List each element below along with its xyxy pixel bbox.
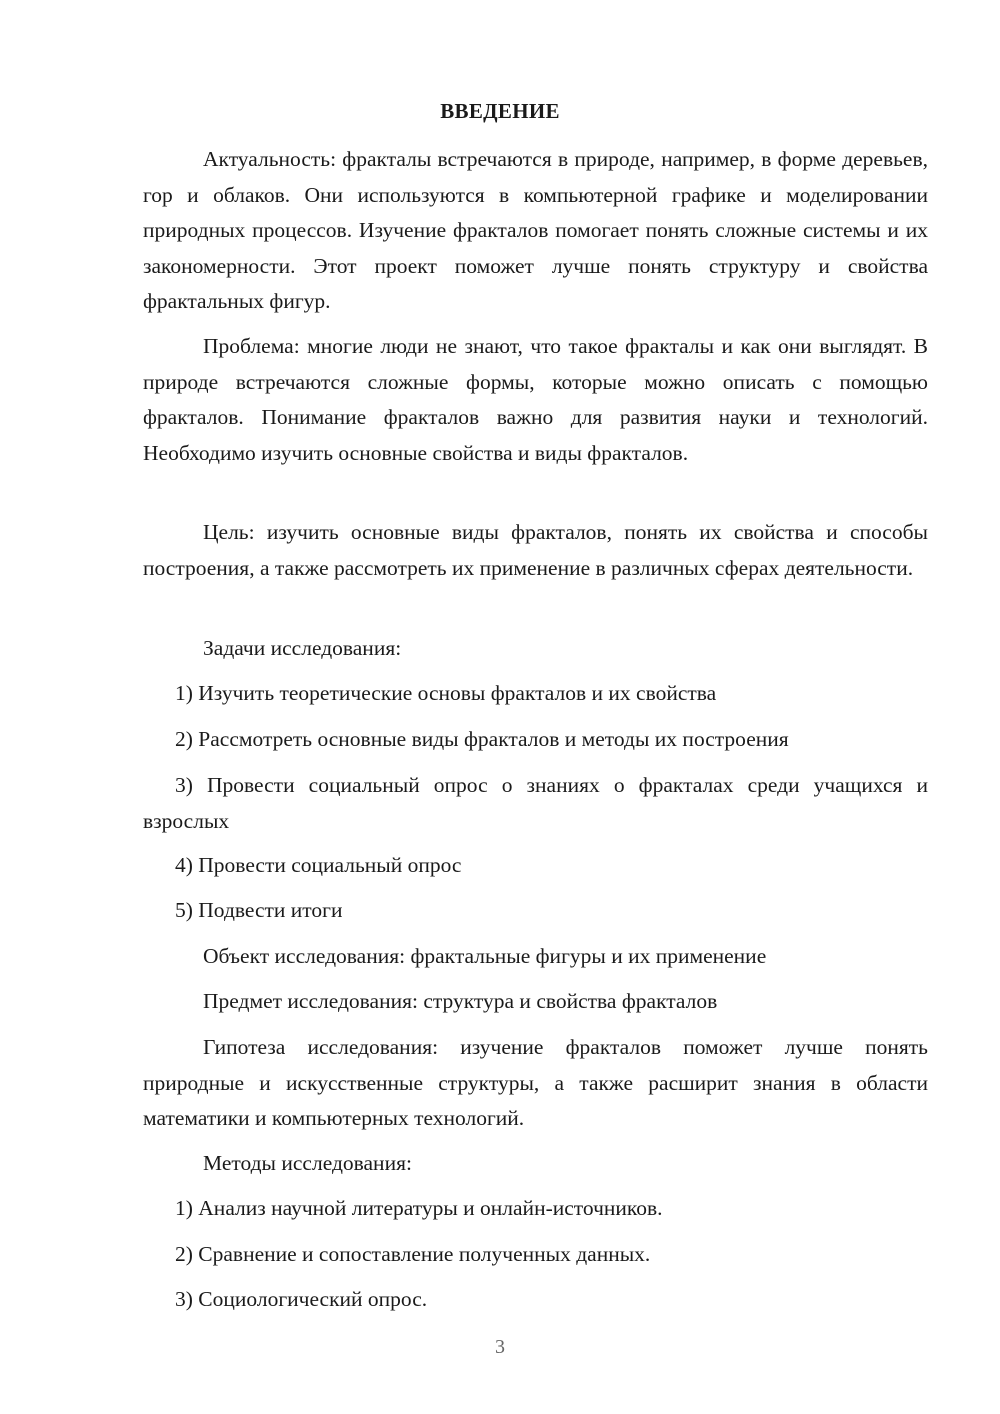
subject-line: Предмет исследования: структура и свойства фракталов [203,989,718,1013]
page-number: 3 [495,1336,505,1358]
method-item: 3) Социологический опрос. [175,1287,428,1311]
hypothesis-paragraph: Гипотеза исследования: изучение фракталов поможет лучше понять природные и искусственные структуры, а также расширит знания в области математики и компьютерных технологий. [143,1035,928,1131]
object-line: Объект исследования: фрактальные фигуры и их применение [203,944,767,968]
goal-paragraph: Цель: изучить основные виды фракталов, понять их свойства и способы построения, а также рассмотреть их применение в различных сферах деятельности. [143,520,928,580]
task-item: 1) Изучить теоретические основы фракталов и их свойства [175,681,717,705]
methods-heading: Методы исследования: [203,1151,412,1175]
problem-paragraph: Проблема: многие люди не знают, что такое фракталы и как они выглядят. В природе встречаются сложные формы, которые можно описать с помощью фракталов. Понимание фракталов важно для развития науки и технологий. Необходимо изучить основные свойства и виды фракталов. [143,334,928,465]
method-item: 1) Анализ научной литературы и онлайн-источников. [175,1196,663,1220]
method-item: 2) Сравнение и сопоставление полученных данных. [175,1242,651,1266]
relevance-paragraph: Актуальность: фракталы встречаются в природе, например, в форме деревьев, гор и облаков. Они используются в компьютерной графике и моделировании природных процессов. Изучение фракталов помогает понять сложные системы и их закономерности. Этот проект поможет лучше понять структуру и свойства фрактальных фигур. [143,147,928,314]
task-item: 5) Подвести итоги [175,898,343,922]
task-item: 4) Провести социальный опрос [175,853,462,877]
tasks-heading: Задачи исследования: [203,636,402,660]
page-title: ВВЕДЕНИЕ [440,99,560,123]
task-item: 3) Провести социальный опрос о знаниях о фракталах среди учащихся и взрослых [143,773,928,833]
task-item: 2) Рассмотреть основные виды фракталов и методы их построения [175,727,789,751]
